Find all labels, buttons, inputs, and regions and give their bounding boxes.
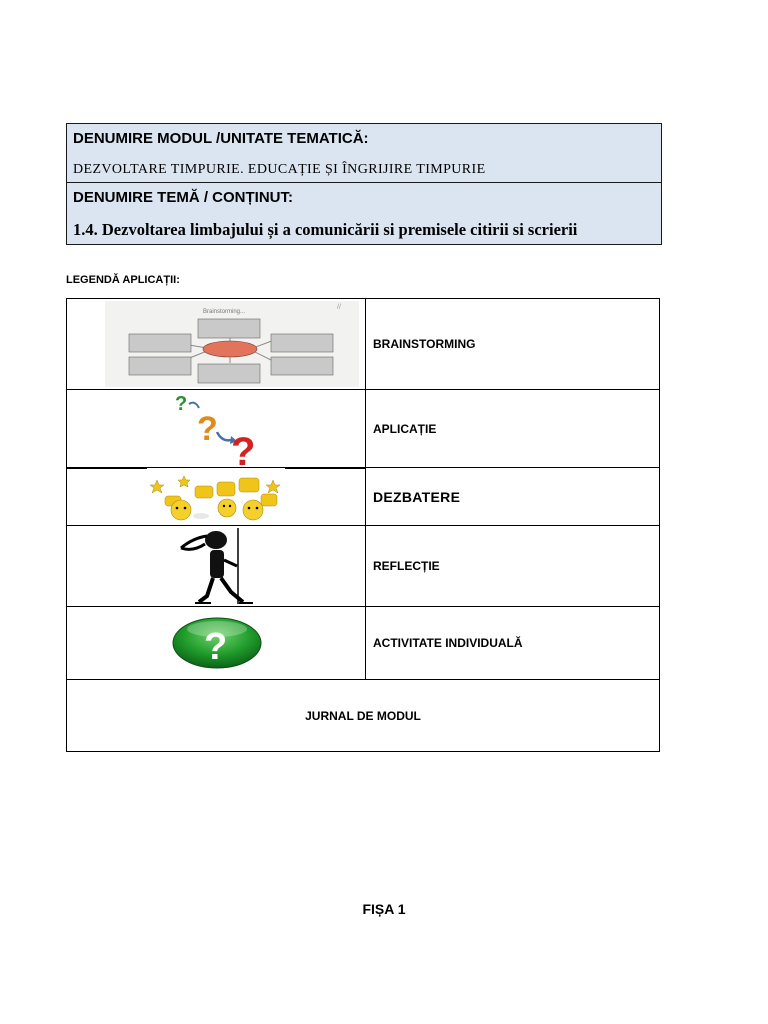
thinking-figure-icon <box>67 526 365 606</box>
module-value: DEZVOLTARE TIMPURIE. EDUCAȚIE ȘI ÎNGRIJIRE TIMPURIE <box>73 162 486 177</box>
green-question-button-icon <box>67 607 365 679</box>
theme-value: 1.4. Dezvoltarea limbajului și a comunicării si premisele citirii si scrierii <box>73 220 578 239</box>
legend-label-brainstorming: BRAINSTORMING <box>373 337 476 351</box>
brainstorm-caption: Brainstorming... <box>203 309 246 315</box>
debate-emoticons-icon <box>67 468 365 525</box>
legend-row-reflectie <box>67 526 659 607</box>
legend-row-brainstorming <box>67 299 659 390</box>
module-header-box <box>66 123 662 245</box>
svg-text:?: ? <box>231 430 256 467</box>
legend-label-jurnal: JURNAL DE MODUL <box>305 708 421 723</box>
legend-row-aplicatie <box>67 390 659 468</box>
footer-title: FIȘA 1 <box>362 901 406 917</box>
legend-row-jurnal <box>67 680 659 751</box>
legend-title: LEGENDĂ APLICAȚII: <box>66 274 180 286</box>
legend-label-aplicatie: APLICAȚIE <box>373 421 437 436</box>
svg-text:?: ? <box>175 393 188 415</box>
brainstorming-diagram-icon <box>67 299 365 389</box>
legend-table <box>66 298 660 752</box>
question-marks-icon <box>67 390 365 467</box>
theme-label: DENUMIRE TEMĂ / CONȚINUT: <box>73 189 293 206</box>
module-row <box>67 124 661 183</box>
svg-text:?: ? <box>204 626 228 668</box>
svg-text://: // <box>337 304 341 311</box>
module-label: DENUMIRE MODUL /UNITATE TEMATICĂ: <box>73 130 369 147</box>
legend-label-reflectie: REFLECȚIE <box>373 559 440 573</box>
legend-row-dezbatere <box>67 468 659 526</box>
theme-row <box>67 183 661 244</box>
svg-text:?: ? <box>197 410 218 448</box>
legend-row-activitate-individuala <box>67 607 659 680</box>
legend-label-dezbatere: DEZBATERE <box>373 488 461 505</box>
legend-label-activitate-individuala: ACTIVITATE INDIVIDUALĂ <box>373 636 523 650</box>
